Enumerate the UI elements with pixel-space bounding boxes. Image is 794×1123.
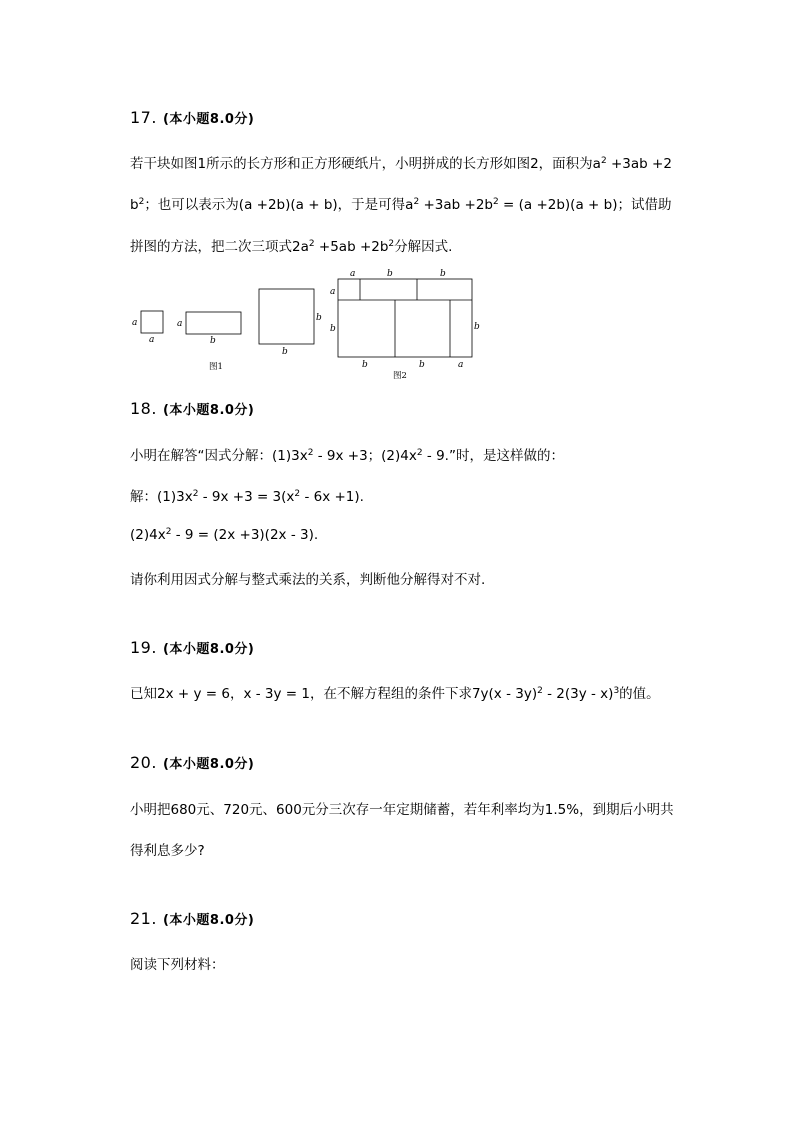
question-number: 18. <box>130 399 157 418</box>
label-b: b <box>474 322 480 332</box>
label-b: b <box>387 269 393 279</box>
figure-2-caption: 图2 <box>393 371 407 381</box>
q19-text-line-1: 已知2x + y = 6，x - 3y = 1，在不解方程组的条件下求7y(x - 3y)$^2$ - 2(3y - x)$^3$的值。 <box>130 686 660 702</box>
label-a: a <box>132 318 138 328</box>
label-b: b <box>316 313 322 323</box>
q18-text-line-2: 解：$(1)3x^2 - 9x +3 = 3(x^2 - 6x +1)$. <box>130 489 364 505</box>
question-score-tag: (本小题8.0分) <box>162 757 255 772</box>
question-17-number <box>130 108 254 127</box>
label-a: a <box>149 335 155 345</box>
label-a: a <box>330 287 336 297</box>
label-a: a <box>177 319 183 329</box>
question-number: 19. <box>130 638 157 657</box>
label-b: b <box>440 269 446 279</box>
q18-text-line-3: $(2)4x^2 - 9 = (2x +3)(2x - 3)$. <box>130 527 319 543</box>
question-score-tag: (本小题8.0分) <box>162 913 255 928</box>
label-b: b <box>419 360 425 370</box>
q18-text-line-4: 请你利用因式分解与整式乘法的关系，判断他分解得对不对. <box>130 572 486 588</box>
q20-text-line-2: 得利息多少? <box>130 843 205 859</box>
question-number: 20. <box>130 753 157 772</box>
q17-text-line-1: 若干块如图1所示的长方形和正方形硬纸片，小明拼成的长方形如图2，面积为$a^2 +3ab +2$ <box>130 156 672 172</box>
q17-text-line-3: 拼图的方法，把二次三项式$2a^2 +5ab +2b^2$分解因式. <box>130 239 453 255</box>
label-b: b <box>282 347 288 357</box>
rectangle-ab-piece <box>186 312 241 334</box>
square-b-piece <box>259 289 314 344</box>
q20-text-line-1: 小明把680元、720元、600元分三次存一年定期储蓄，若年利率均为1.5%，到期后小明共 <box>130 802 674 818</box>
question-20-number <box>130 753 254 772</box>
q17-figure <box>0 268 794 388</box>
question-18-number <box>130 399 254 418</box>
label-a: a <box>458 360 464 370</box>
question-number: 21. <box>130 909 157 928</box>
question-number: 17. <box>130 108 157 127</box>
question-score-tag: (本小题8.0分) <box>162 642 255 657</box>
q17-text-line-2: $b^2$；也可以表示为(a +2b)(a + b)，于是可得$a^2 +3ab +2b^2 = (a +2b)(a + b)$；试借助 <box>130 197 672 213</box>
figure-1-caption: 图1 <box>209 362 223 372</box>
label-a: a <box>350 269 356 279</box>
question-score-tag: (本小题8.0分) <box>162 112 255 127</box>
question-19-number <box>130 638 254 657</box>
q21-text-line-1: 阅读下列材料： <box>130 957 225 973</box>
q18-text-line-1: 小明在解答“因式分解：$(1)3x^2 - 9x +3$；$(2)4x^2 - 9$.”时，是这样做的： <box>130 448 564 464</box>
question-score-tag: (本小题8.0分) <box>162 403 255 418</box>
label-b: b <box>362 360 368 370</box>
label-b: b <box>330 324 336 334</box>
question-21-number <box>130 909 254 928</box>
label-b: b <box>210 336 216 346</box>
square-a-piece <box>141 311 163 333</box>
assembled-rectangle <box>338 279 472 357</box>
